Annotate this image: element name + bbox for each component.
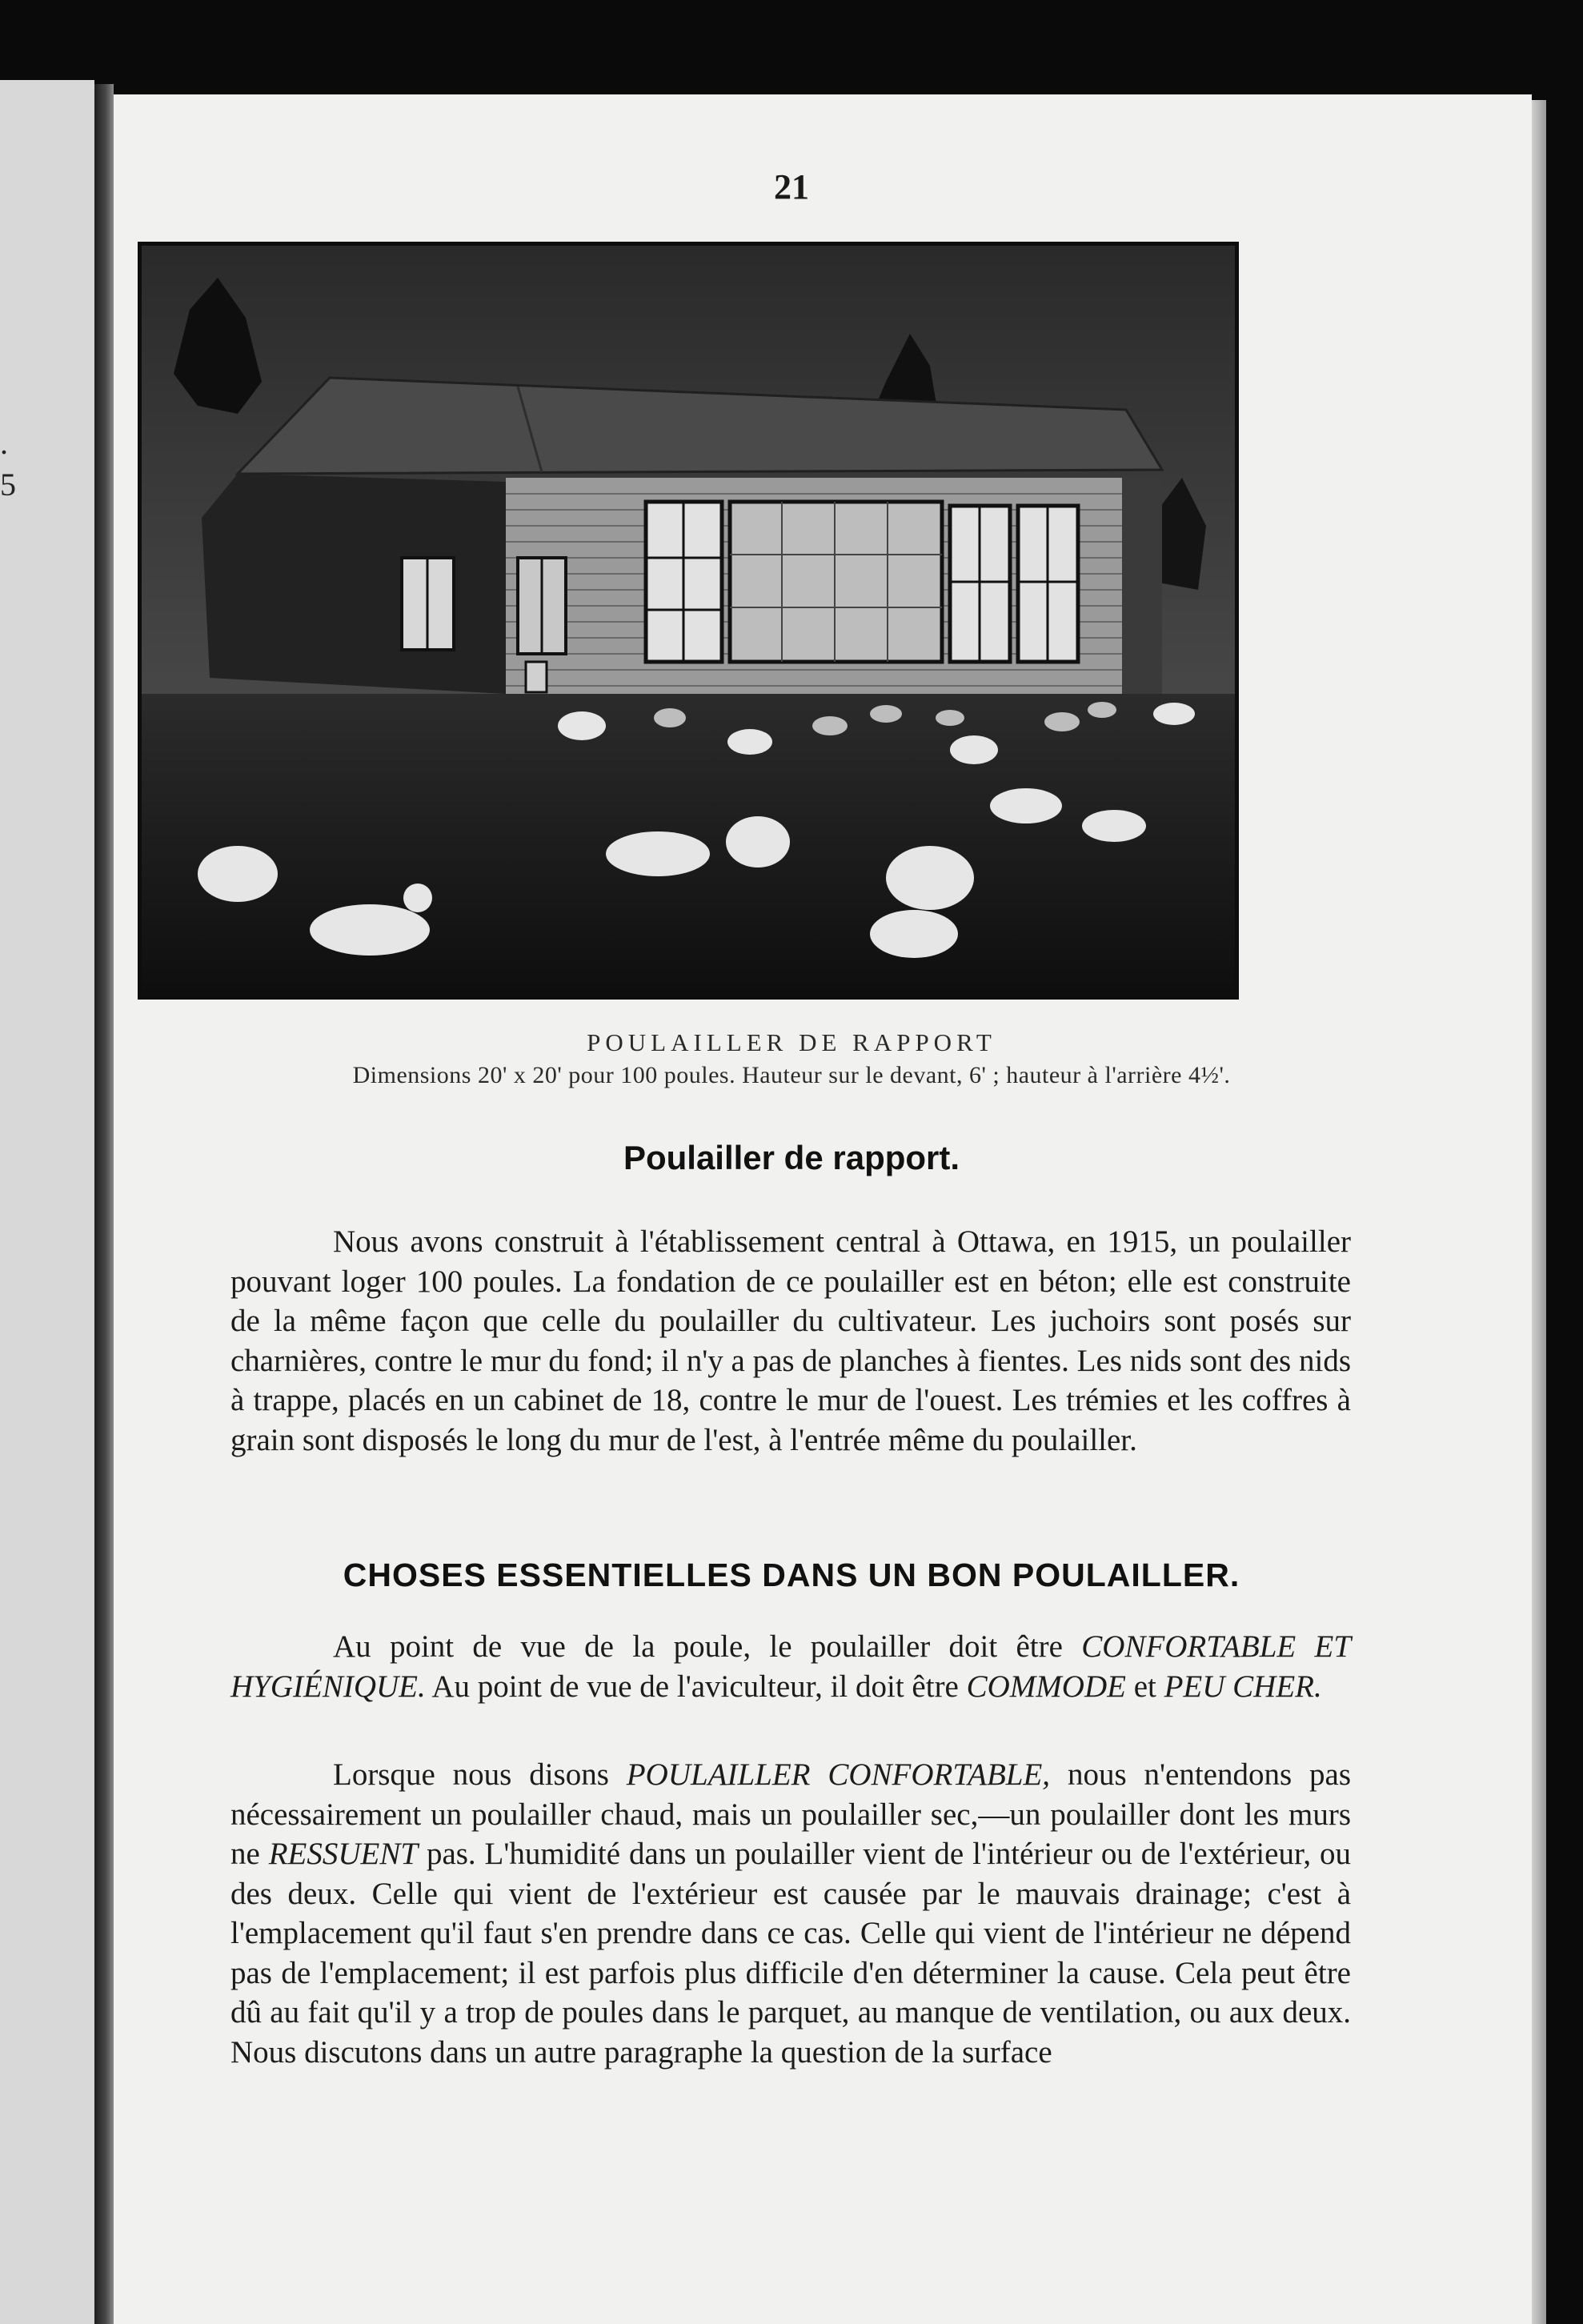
emphasis-text: CONFORTABLE ET HYGIÉNIQUE. xyxy=(230,1629,1352,1704)
emphasis-text: RESSUENT xyxy=(268,1837,419,1871)
paragraph-text: nous n'entendons pas nécessairement un poulailler chaud, mais un poulailler sec,—un poulailler dont les murs ne xyxy=(230,1757,1352,1871)
paragraph-text: Au point de vue de l'aviculteur, il doit être xyxy=(431,1669,959,1704)
section-heading: CHOSES ESSENTIELLES DANS UN BON POULAILLER. xyxy=(343,1557,1240,1593)
henhouse-photo xyxy=(138,242,1239,1000)
paragraph-text: Au point de vue de la poule, le poulailler doit être xyxy=(333,1629,1063,1664)
adjacent-page-glyph: 5 xyxy=(0,467,16,503)
paragraph-text: Nous avons construit à l'établissement central à Ottawa, en 1915, un poulailler pouvant loger 100 poules. La fondation de ce poulailler est en béton; elle est construite de la même façon que celle du poulailler du cultivateur. Les juchoirs sont posés sur charnières, contre le mur du fond; il n'y a pas de planches à fientes. Les nids sont des nids à trappe, placés en un cabinet de 18, contre le mur de l'ouest. Les trémies et les coffres à grain sont disposés le long du mur de l'est, à l'entrée même du poulailler. xyxy=(230,1224,1351,1457)
body-paragraph xyxy=(230,1627,1351,1706)
book-binding xyxy=(94,84,114,2324)
paragraph-text: pas. L'humidité dans un poulailler vient de l'intérieur ou de l'extérieur, ou des deux. Celle qui vient de l'extérieur est causée par le mauvais drainage; c'est à l'emplacement qu'il faut s'en prendre dans ce cas. Celle qui vient de l'intérieur ne dépend pas de l'emplacement; il est parfois plus difficile d'en déterminer la cause. Cela peut être dû au fait qu'il y a trop de poules dans le parquet, au manque de ventilation, ou aux deux. Nous discutons dans un autre paragraphe la question de la surface xyxy=(230,1837,1352,2070)
page-edge-right xyxy=(1532,100,1546,2324)
photo-caption-details: Dimensions 20' x 20' pour 100 poules. Hauteur sur le devant, 6' ; hauteur à l'arrière 4½'. xyxy=(352,1062,1231,1088)
paragraph-text: et xyxy=(1133,1669,1156,1704)
page-number: 21 xyxy=(774,167,809,206)
photo-caption-title: POULAILLER DE RAPPORT xyxy=(587,1028,996,1056)
adjacent-page-edge xyxy=(0,80,94,2324)
adjacent-page-glyph: . xyxy=(0,425,8,461)
emphasis-text: COMMODE xyxy=(966,1669,1126,1704)
paragraph-text: Lorsque nous disons xyxy=(333,1757,609,1792)
emphasis-text: POULAILLER CONFORTABLE, xyxy=(626,1757,1051,1792)
henhouse-photo-icon xyxy=(142,246,1235,996)
body-paragraph xyxy=(230,1755,1351,2072)
emphasis-text: PEU CHER. xyxy=(1164,1669,1322,1704)
body-paragraph xyxy=(230,1222,1351,1460)
section-heading: Poulailler de rapport. xyxy=(623,1139,960,1176)
